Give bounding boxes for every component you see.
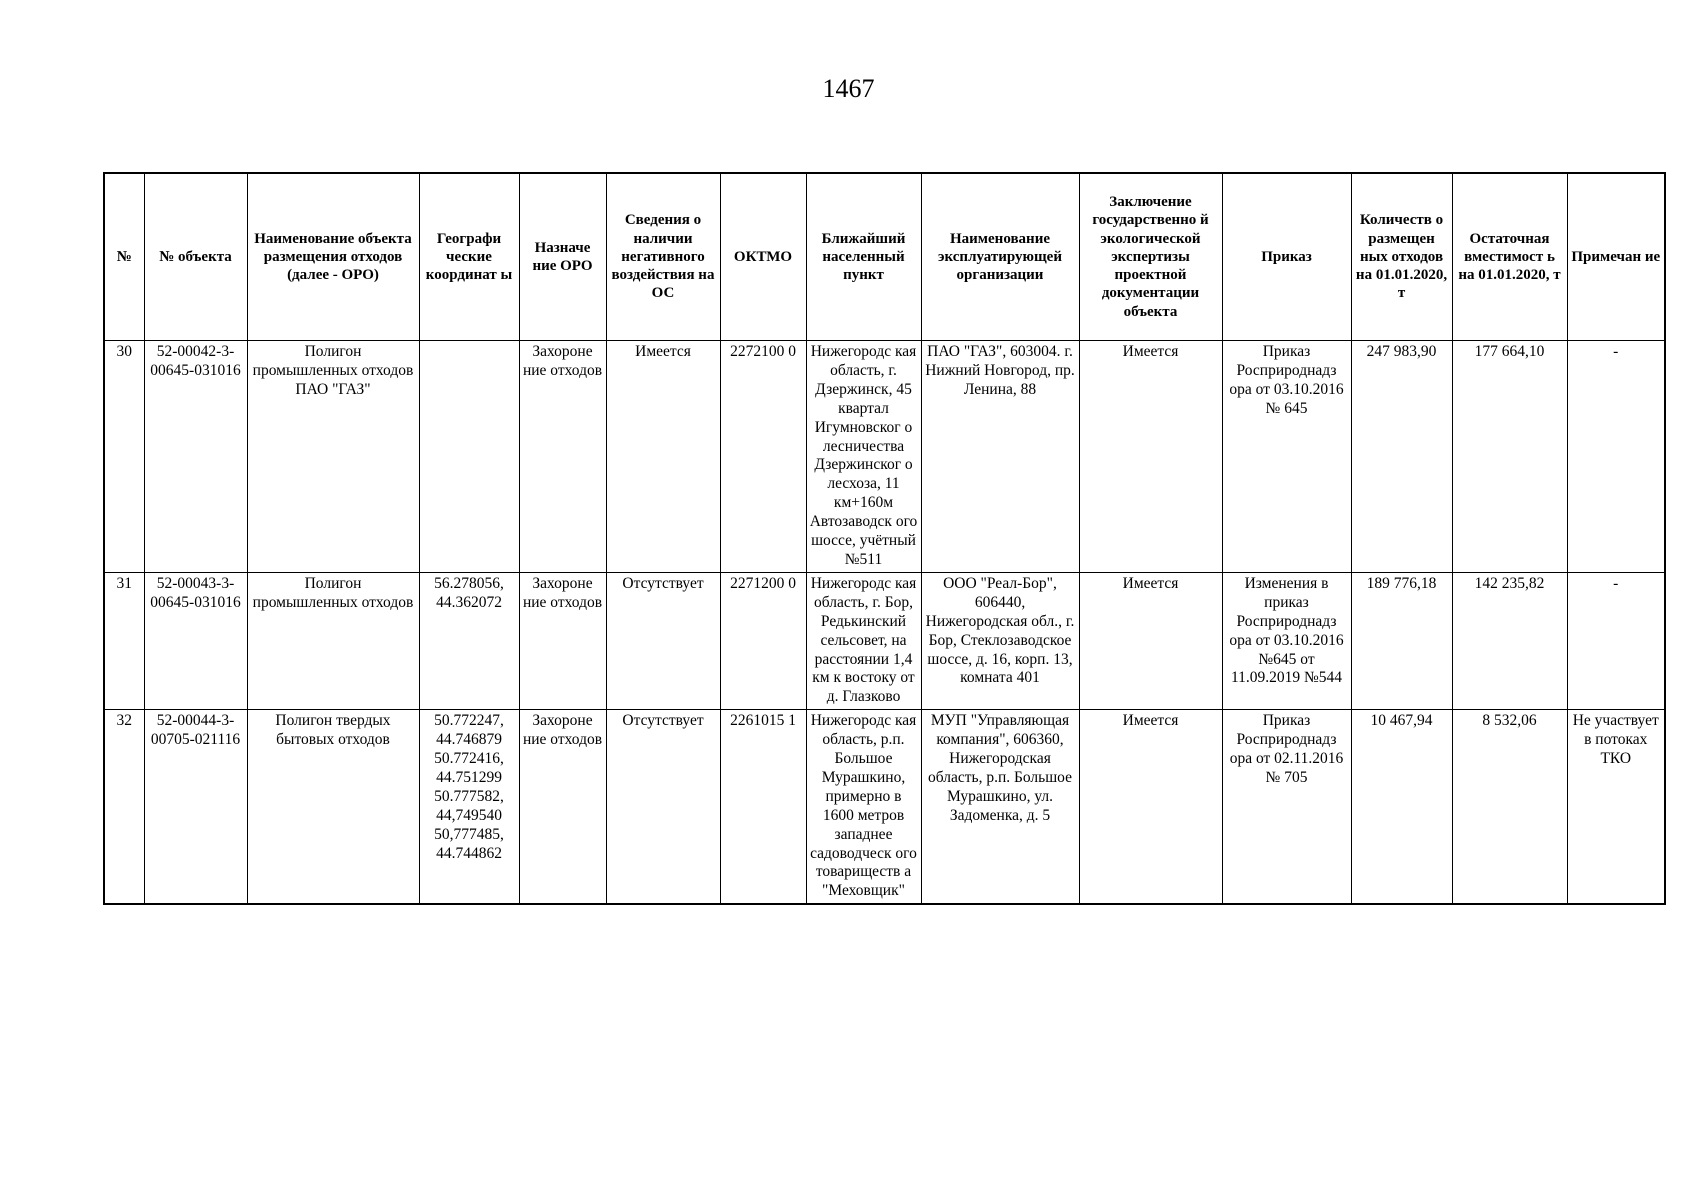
page-number: 1467 [822,74,875,103]
cell-impact: Имеется [606,341,720,573]
col-header-number: № [104,173,144,341]
cell-oktmo: 2271200 0 [720,572,806,709]
col-header-note: Примечан ие [1567,173,1665,341]
cell-purpose: Захороне ние отходов [519,341,606,573]
col-header-operator: Наименование эксплуатирующей организации [921,173,1079,341]
cell-number: 32 [104,710,144,905]
table-row [104,341,1665,573]
cell-number: 31 [104,572,144,709]
cell-remaining-capacity: 177 664,10 [1452,341,1567,573]
cell-remaining-capacity: 142 235,82 [1452,572,1567,709]
cell-object-name: Полигон промышленных отходов ПАО "ГАЗ" [247,341,419,573]
cell-expertise: Имеется [1079,710,1222,905]
cell-coordinates [419,341,519,573]
cell-impact: Отсутствует [606,572,720,709]
cell-remaining-capacity: 8 532,06 [1452,710,1567,905]
cell-note: - [1567,341,1665,573]
col-header-expertise: Заключение государственно й экологической экспертизы проектной документации объекта [1079,173,1222,341]
col-header-coordinates: Географи ческие координат ы [419,173,519,341]
cell-order: Приказ Росприроднадз ора от 03.10.2016 № 645 [1222,341,1351,573]
cell-operator: ПАО "ГАЗ", 603004. г. Нижний Новгород, пр. Ленина, 88 [921,341,1079,573]
col-header-order: Приказ [1222,173,1351,341]
col-header-remaining-capacity: Остаточная вместимост ь на 01.01.2020, т [1452,173,1567,341]
cell-settlement: Нижегородс кая область, г. Дзержинск, 45 квартал Игумновског о лесничества Дзержинског о лесхоза, 11 км+160м Автозаводск ого шоссе, учётный №511 [806,341,921,573]
cell-settlement: Нижегородс кая область, р.п. Большое Мурашкино, примерно в 1600 метров западнее садоводческ ого товариществ а "Меховщик" [806,710,921,905]
cell-coordinates: 50.772247, 44.746879 50.772416, 44.751299 50.777582, 44,749540 50,777485, 44.744862 [419,710,519,905]
cell-settlement: Нижегородс кая область, г. Бор, Редькинский сельсовет, на расстоянии 1,4 км к востоку от д. Глазково [806,572,921,709]
cell-object-number: 52-00044-3-00705-021116 [144,710,247,905]
cell-note: - [1567,572,1665,709]
cell-purpose: Захороне ние отходов [519,710,606,905]
cell-object-number: 52-00043-3-00645-031016 [144,572,247,709]
cell-object-name: Полигон промышленных отходов [247,572,419,709]
cell-waste-amount: 247 983,90 [1351,341,1452,573]
col-header-object-name: Наименование объекта размещения отходов (далее - ОРО) [247,173,419,341]
header-row [104,173,1665,341]
cell-oktmo: 2272100 0 [720,341,806,573]
cell-operator: ООО "Реал-Бор", 606440, Нижегородская обл., г. Бор, Стеклозаводское шоссе, д. 16, корп. 13, комната 401 [921,572,1079,709]
cell-impact: Отсутствует [606,710,720,905]
cell-object-name: Полигон твердых бытовых отходов [247,710,419,905]
col-header-purpose: Назначе ние ОРО [519,173,606,341]
cell-waste-amount: 189 776,18 [1351,572,1452,709]
col-header-settlement: Ближайший населенный пункт [806,173,921,341]
waste-facilities-table [103,172,1666,905]
cell-object-number: 52-00042-3-00645-031016 [144,341,247,573]
table-row [104,572,1665,709]
cell-coordinates: 56.278056, 44.362072 [419,572,519,709]
cell-expertise: Имеется [1079,341,1222,573]
cell-order: Изменения в приказ Росприроднадз ора от 03.10.2016 №645 от 11.09.2019 №544 [1222,572,1351,709]
table-row [104,710,1665,905]
cell-order: Приказ Росприроднадз ора от 02.11.2016 № 705 [1222,710,1351,905]
cell-expertise: Имеется [1079,572,1222,709]
cell-operator: МУП "Управляющая компания", 606360, Нижегородская область, р.п. Большое Мурашкино, ул. Задоменка, д. 5 [921,710,1079,905]
cell-oktmo: 2261015 1 [720,710,806,905]
cell-purpose: Захороне ние отходов [519,572,606,709]
col-header-impact: Сведения о наличии негативного воздействия на ОС [606,173,720,341]
col-header-oktmo: ОКТМО [720,173,806,341]
cell-number: 30 [104,341,144,573]
cell-waste-amount: 10 467,94 [1351,710,1452,905]
col-header-object-number: № объекта [144,173,247,341]
cell-note: Не участвует в потоках ТКО [1567,710,1665,905]
col-header-waste-amount: Количеств о размещен ных отходов на 01.01.2020, т [1351,173,1452,341]
